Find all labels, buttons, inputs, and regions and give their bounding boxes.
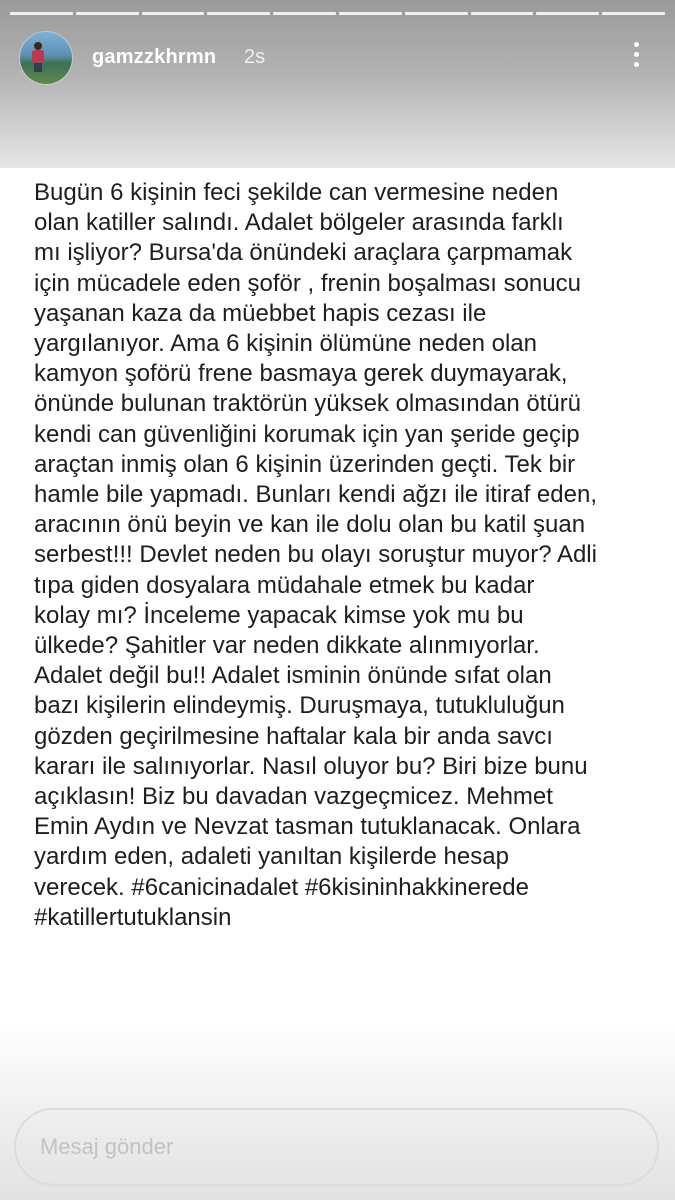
- story-text: Bugün 6 kişinin feci şekilde can vermesine neden olan katiller salındı. Adalet bölgeler arasında farklı mı işliyor? Bursa'da önündeki araçlara çarpmamak için mücadele eden şoför , frenin boşalması sonucu yaşanan kaza da müebbet hapis cezası ile yargılanıyor. Ama 6 kişinin ölümüne neden olan kamyon şoförü frene basmaya gerek duymayarak, önünde bulunan traktörün yüksek olmasından ötürü kendi can güvenliğini korumak için yan şeride geçip araçtan inmiş olan 6 kişinin üzerinden geçti. Tek bir hamle bile yapmadı. Bunları kendi ağzı ile itiraf eden, aracının önü beyin ve kan ile dolu olan bu katil şuan serbest!!! Devlet neden bu olayı soruştur muyor? Adli tıpa giden dosyalara müdahale etmek bu kadar kolay mı? İnceleme yapacak kimse yok mu bu ülkede? Şahitler var neden dikkate alınmıyorlar. Adalet değil bu!! Adalet isminin önünde sıfat olan bazı kişilerin elindeymiş. Duruşmaya, tutukluluğun gözden geçirilmesine haftalar kala bir anda savcı kararı ile salınıyorlar. Nasıl oluyor bu? Biri bize bunu açıklasın! Biz bu davadan vazgeçmicez. Mehmet Emin Aydın ve Nevzat tasman tutuklanacak. Onlara yardım eden, adaleti yanıltan kişilerde hesap verecek. #6canicinadalet #6kisininhakkinerede #katillertutuklansin: [34, 179, 597, 931]
- progress-segment: [76, 12, 139, 15]
- username-link[interactable]: gamzzkhrmn: [92, 46, 217, 68]
- more-vertical-icon: [634, 42, 639, 67]
- more-options-button[interactable]: [622, 38, 650, 70]
- progress-segment: [471, 12, 534, 15]
- progress-segment: [536, 12, 599, 15]
- progress-segment: [273, 12, 336, 15]
- avatar[interactable]: [20, 32, 72, 84]
- progress-segment: [142, 12, 205, 15]
- progress-segment: [10, 12, 73, 15]
- progress-segment: [207, 12, 270, 15]
- send-message-input[interactable]: [40, 1110, 630, 1184]
- progress-segment: [339, 12, 402, 15]
- reply-box: [14, 1108, 659, 1186]
- progress-segment: [602, 12, 665, 15]
- story-progress-bar: [10, 12, 665, 15]
- header-gradient: [0, 0, 675, 168]
- story-timestamp: 2s: [244, 46, 266, 68]
- progress-segment: [405, 12, 468, 15]
- avatar-photo: [32, 42, 44, 72]
